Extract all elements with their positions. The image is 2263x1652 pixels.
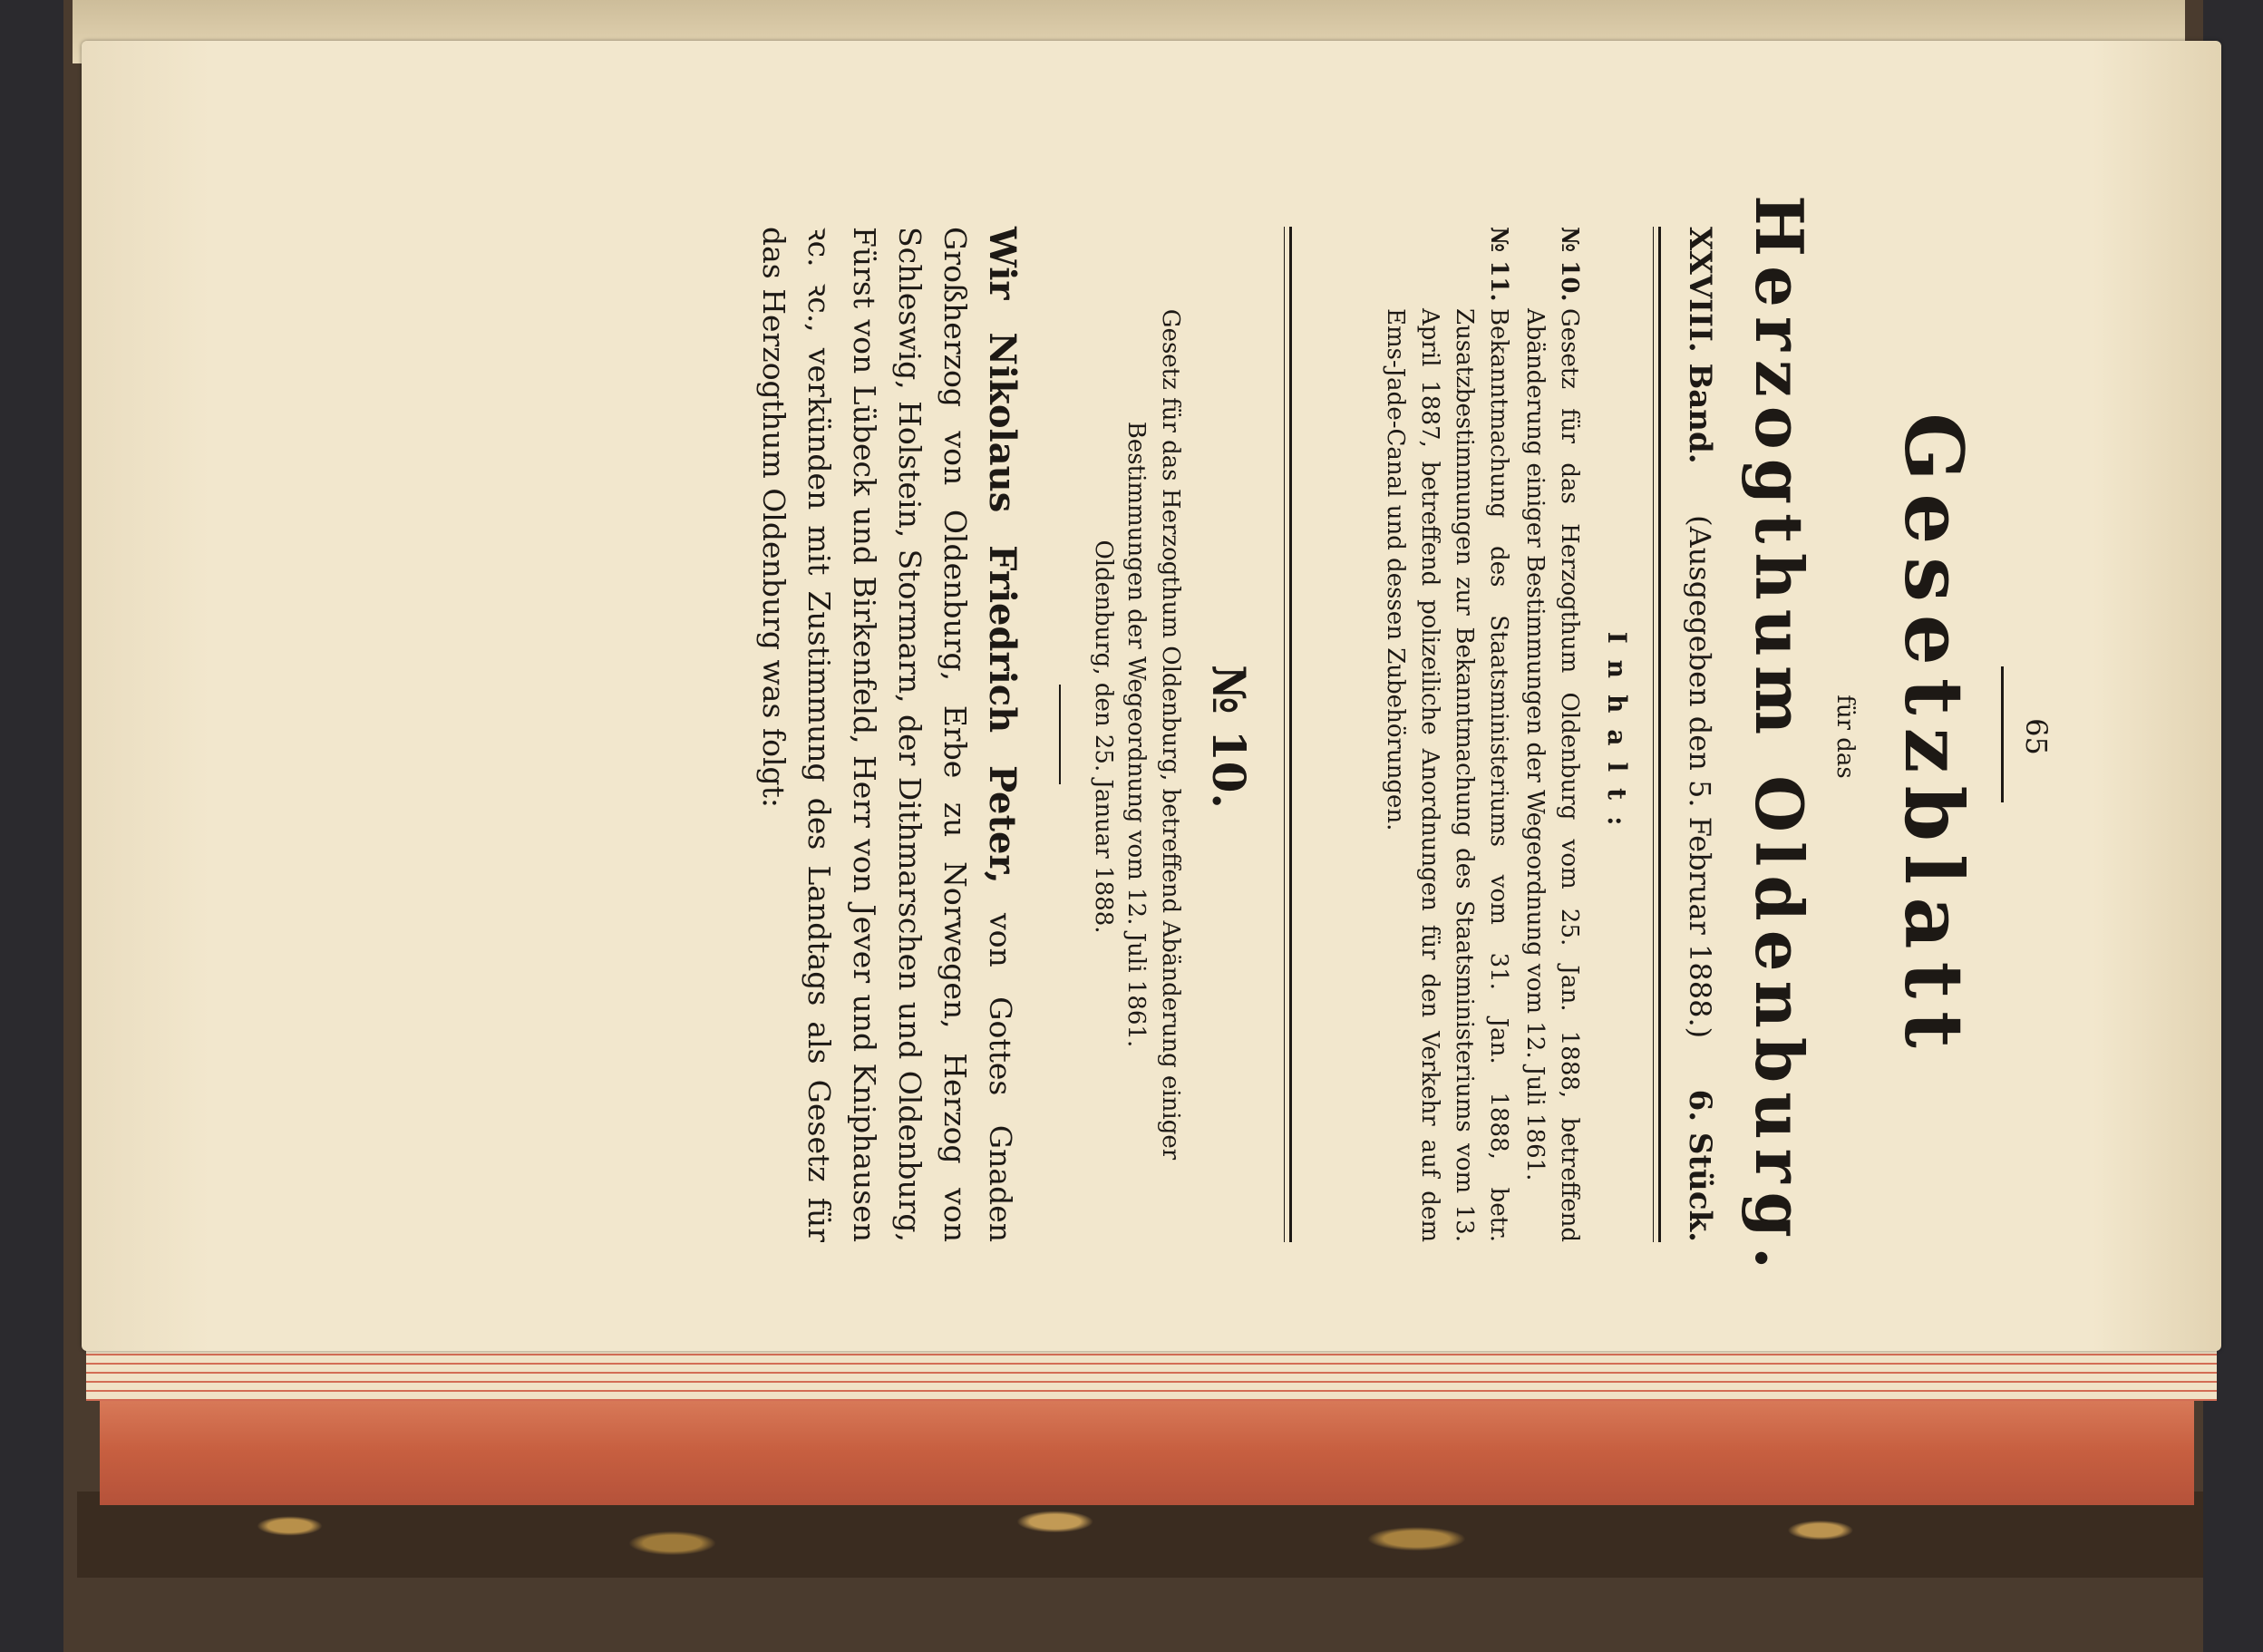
document-page bbox=[82, 41, 2221, 1351]
toc-item-number: № 11. bbox=[1485, 227, 1512, 302]
page-number-rule bbox=[2001, 666, 2004, 802]
sovereign-name: Wir Nikolaus Friedrich Peter, bbox=[981, 227, 1024, 884]
issue-date: (Ausgegeben den 5. Februar 1888.) bbox=[1683, 515, 1717, 1039]
issue-number: 6. Stück. bbox=[1682, 1089, 1718, 1242]
law-date: Oldenburg, den 25. Januar 1888. bbox=[1090, 539, 1117, 934]
header-double-rule bbox=[1653, 227, 1661, 1242]
masthead-title: Gesetzblatt bbox=[1887, 413, 1981, 1061]
toc-item bbox=[1518, 227, 1587, 1242]
law-preamble bbox=[751, 227, 1025, 1242]
red-page-edge bbox=[100, 1396, 2194, 1505]
volume-line bbox=[1682, 227, 1718, 1242]
toc-item-text: Gesetz für das Herzogthum Oldenburg vom 25. Jan. 1888, betreffend Abänderung einiger Bestimmungen der Wegeordnung vom 12. Juli 1861. bbox=[1521, 308, 1583, 1242]
masthead-territory: Herzogthum Oldenburg. bbox=[1741, 195, 1818, 1278]
law-title: Gesetz für das Herzogthum Oldenburg, betreffend Abänderung einiger Bestimmungen der Wegeordnung vom 12. Juli 1861. bbox=[1122, 308, 1184, 1161]
toc-item bbox=[1378, 227, 1516, 1242]
toc-heading: Inhalt: bbox=[1602, 631, 1632, 842]
table-of-contents bbox=[1376, 227, 1587, 1242]
preamble-text: von Gottes Gnaden Großherzog von Oldenburg, Erbe zu Norwegen, Herzog von Schleswig, Holstein, Stormarn, der Dithmarschen und Oldenburg, Fürst von Lübeck und Birkenfeld, Herr von Jever und Kniphausen ꝛc. ꝛc., verkünden mit Zustimmung des Landtags als Gesetz für das Herzogthum Oldenburg was folgt: bbox=[756, 227, 1018, 1242]
volume-number: XXVIII. Band. bbox=[1682, 227, 1718, 464]
page-content bbox=[345, 82, 2103, 1392]
toc-item-number: № 10. bbox=[1556, 227, 1583, 302]
section-rule bbox=[1059, 685, 1061, 784]
toc-item-text: Bekanntmachung des Staatsministeriums vom 31. Jan. 1888, betr. Zusatzbestimmungen zur Bekanntmachung des Staatsministeriums vom 13. April 1887, betreffend polizeiliche Anordnungen für den Verkehr auf dem Ems-Jade-Canal und dessen Zubehörungen. bbox=[1382, 308, 1512, 1242]
masthead-subheading: für das bbox=[1831, 695, 1859, 779]
page-number: 65 bbox=[2019, 718, 2054, 755]
toc-double-rule bbox=[1284, 227, 1292, 1242]
law-number: № 10. bbox=[1202, 665, 1256, 809]
